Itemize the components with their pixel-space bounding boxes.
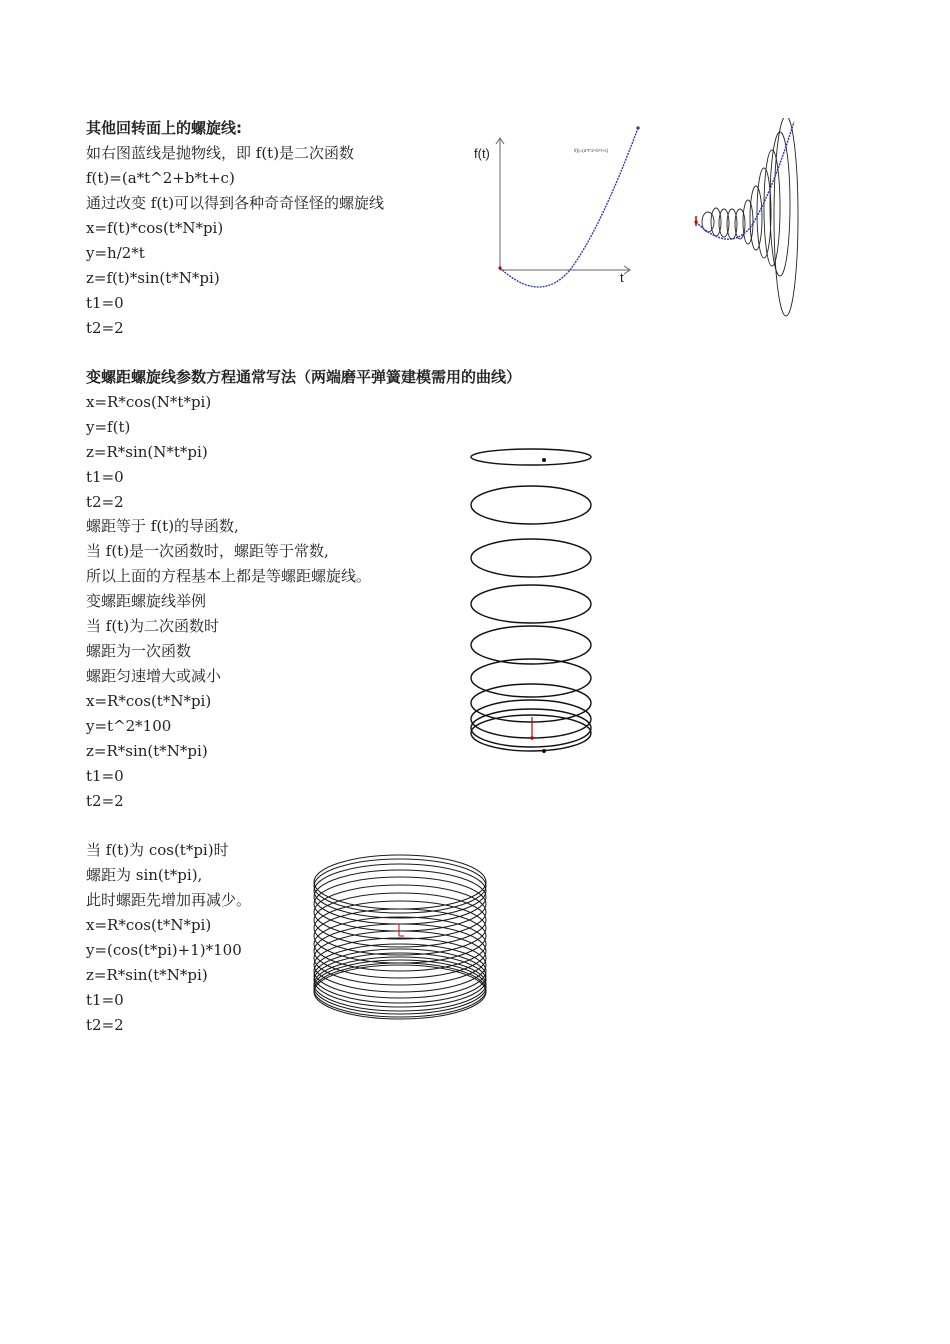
section2-line-12: 螺距匀速增大或减小 [86,667,222,685]
section2-line-1: x=R*cos(N*t*pi) [86,393,212,411]
section2-line-3: z=R*sin(N*t*pi) [86,443,208,461]
section3-line-8: t2=2 [86,1016,124,1034]
section3-line-2: 螺距为 sin(t*pi), [86,866,203,884]
section2-line-10: 当 f(t)为二次函数时 [86,617,220,635]
section3-line-4: x=R*cos(t*N*pi) [86,916,212,934]
cosine-pitch-coil [310,852,492,1022]
section2-line-5: t2=2 [86,493,124,511]
x-axis-label: t [620,270,624,285]
spring-bottom-end [542,749,546,753]
section1-heading: 其他回转面上的螺旋线: [86,119,242,137]
section2-line-6: 螺距等于 f(t)的导函数, [86,517,239,535]
parabola-curve [500,128,638,287]
section1-line-6: z=f(t)*sin(t*N*pi) [86,269,220,287]
section2-line-7: 当 f(t)是一次函数时，螺距等于常数, [86,542,329,560]
parabolic-helix-3d [688,118,813,323]
section1-line-1: 如右图蓝线是抛物线，即 f(t)是二次函数 [86,144,355,162]
section2-line-15: z=R*sin(t*N*pi) [86,742,208,760]
section2-line-9: 变螺距螺旋线举例 [86,592,207,610]
section1-line-5: y=h/2*t [86,244,145,262]
formula-label: f(t)=(a*t^2+b*t+c) [574,148,609,153]
section2-line-16: t1=0 [86,767,124,785]
section3-line-3: 此时螺距先增加再减少。 [86,891,252,909]
section1-line-2: f(t)=(a*t^2+b*t+c) [86,169,235,187]
section2-line-17: t2=2 [86,792,124,810]
section3-line-6: z=R*sin(t*N*pi) [86,966,208,984]
spring-top-end [542,458,546,462]
section2-line-11: 螺距为一次函数 [86,642,192,660]
section2-line-2: y=f(t) [86,418,131,436]
section2-heading: 变螺距螺旋线参数方程通常写法（两端磨平弹簧建模需用的曲线） [86,368,522,386]
section2-line-4: t1=0 [86,468,124,486]
start-point [498,266,501,269]
section1-line-8: t2=2 [86,319,124,337]
section1-line-7: t1=0 [86,294,124,312]
section3-line-5: y=(cos(t*pi)+1)*100 [86,941,242,959]
section3-line-7: t1=0 [86,991,124,1009]
section2-line-8: 所以上面的方程基本上都是等螺距螺旋线。 [86,567,372,585]
section1-line-4: x=f(t)*cos(t*N*pi) [86,219,224,237]
section1-line-3: 通过改变 f(t)可以得到各种奇奇怪怪的螺旋线 [86,194,385,212]
section2-line-13: x=R*cos(t*N*pi) [86,692,212,710]
end-point [636,126,639,129]
y-axis-label: f(t) [474,146,490,161]
section3-line-1: 当 f(t)为 cos(t*pi)时 [86,841,229,859]
parabola-graph [470,120,650,300]
section2-line-14: y=t^2*100 [86,717,172,735]
variable-pitch-spring [466,445,596,760]
